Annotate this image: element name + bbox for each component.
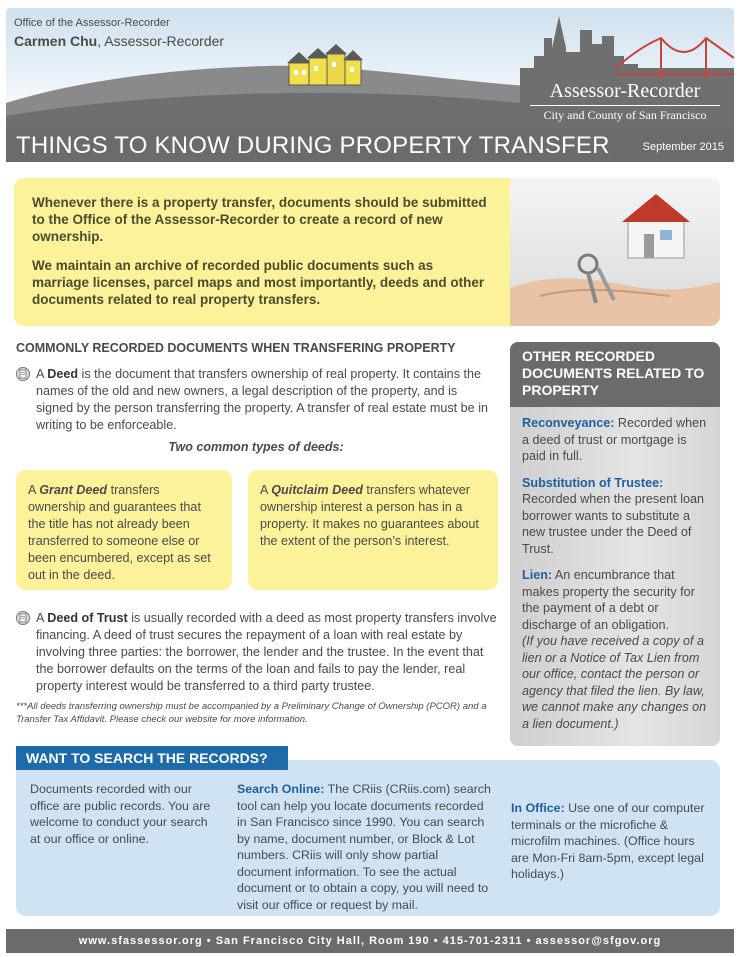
deed-of-trust-paragraph	[16, 610, 498, 695]
in-office-label: In Office:	[511, 801, 565, 815]
substitution-text: Recorded when the present loan borrower wants to substitute a new trustee under the Deed of Trust.	[522, 492, 705, 556]
page-title: THINGS TO KNOW DURING PROPERTY TRANSFER	[16, 132, 610, 159]
assessor-line	[14, 33, 224, 49]
intro-text	[32, 194, 492, 320]
brand-title: Assessor-Recorder	[530, 80, 720, 106]
deed-prefix: A	[36, 367, 48, 381]
search-online-block	[237, 781, 491, 913]
deed-types-heading: Two common types of deeds:	[168, 440, 344, 454]
contact-footer: www.sfassessor.org • San Francisco City Hall, Room 190 • 415-701-2311 • assessor@sfgov.org	[6, 929, 734, 953]
search-online-text: The CRiis (CRiis.com) search tool can help you locate documents recorded in San Francisco since 1990. You can search by name, document number, or Block & Lot numbers. CRiis will only show partial document information. To see the actual document or to obtain a copy, you will need to visit our office or request by mail.	[237, 782, 491, 912]
deed-term: Deed	[47, 367, 79, 381]
assessor-title: , Assessor-Recorder	[97, 33, 225, 49]
intro-paragraph-1: Whenever there is a property transfer, documents should be submitted to the Office of the Assessor-Recorder to create a record of new ownership.	[32, 195, 487, 244]
reconveyance-text: Recorded when a deed of trust or mortgage is paid in full.	[522, 416, 707, 463]
section-heading: COMMONLY RECORDED DOCUMENTS WHEN TRANSFERING PROPERTY	[16, 341, 456, 355]
deed-paragraph	[16, 366, 496, 434]
sidebar-title: OTHER RECORDED DOCUMENTS RELATED TO PROPERTY	[510, 342, 720, 407]
trust-term: Deed of Trust	[47, 611, 128, 625]
quit-term: Quitclaim Deed	[271, 483, 363, 497]
substitution-label: Substitution of Trustee:	[522, 475, 664, 490]
reconveyance-label: Reconveyance:	[522, 416, 615, 430]
search-intro-text: Documents recorded with our office are public records. You are welcome to conduct your search at our office or online.	[30, 782, 211, 846]
in-office-text: Use one of our computer terminals or the microfiche & microfilm machines. (Office hours are Mon-Fri 8am-5pm, except legal holidays.)	[511, 801, 705, 881]
search-online-label: Search Online:	[237, 782, 325, 796]
intro-paragraph-2: We maintain an archive of recorded public documents such as marriage licenses, parcel maps and most importantly, deeds and other documents related to real property transfers.	[32, 258, 485, 307]
quit-prefix: A	[260, 483, 272, 497]
grant-prefix: A	[28, 483, 40, 497]
hand-holding-house-image	[510, 178, 720, 326]
office-name: Office of the Assessor-Recorder	[14, 17, 170, 29]
grant-text: transfers ownership and guarantees that the title has not already been transferred to someone else or been encumbered, except as set out in the deed.	[28, 483, 211, 582]
assessor-name: Carmen Chu	[14, 33, 98, 49]
trust-prefix: A	[36, 611, 48, 625]
substitution-item	[522, 475, 708, 558]
lien-item	[522, 567, 708, 732]
quit-text: transfers whatever ownership interest a person has in a property. It makes no guarantees about the extent of the person’s interest.	[260, 483, 479, 548]
grant-term: Grant Deed	[39, 483, 108, 497]
document-icon	[16, 611, 30, 625]
other-documents-sidebar	[510, 342, 720, 746]
brand-logo	[530, 80, 720, 123]
hand-house-keys-icon	[510, 178, 720, 326]
lien-note: (If you have received a copy of a lien or a Notice of Tax Lien from our office, contact the person or agency that filed the lien. By law, we cannot make any changes on a lien document.)	[522, 634, 707, 731]
grant-deed-box	[16, 470, 232, 590]
deed-text: is the document that transfers ownership of real property. It contains the names of the old and new owners, a legal description of the property, and is signed by the person transferring the property. A transfer of real estate must be in writing to be enforceable.	[36, 367, 488, 432]
publication-date: September 2015	[642, 141, 724, 153]
page-header	[0, 0, 740, 168]
houses-icon	[287, 44, 363, 85]
in-office-block	[511, 800, 707, 883]
reconveyance-item	[522, 415, 708, 465]
quitclaim-deed-box	[248, 470, 498, 590]
intro-panel	[14, 178, 720, 326]
search-records-heading: WANT TO SEARCH THE RECORDS?	[16, 746, 288, 770]
lien-text: An encumbrance that makes property the security for the payment of a debt or discharge of an obligation.	[522, 568, 695, 632]
lien-label: Lien:	[522, 568, 553, 582]
document-icon	[16, 367, 30, 381]
footnote: ***All deeds transferring ownership must be accompanied by a Preliminary Change of Ownership (PCOR) and a Transfer Tax Affidavit. Please check our website for more information.	[16, 701, 487, 725]
title-bar	[6, 128, 734, 162]
brand-subtitle: City and County of San Francisco	[543, 108, 707, 122]
trust-text: is usually recorded with a deed as most property transfers involve financing. A deed of trust secures the repayment of a loan with real estate by involving three parties: the borrower, the lender and the trustee. In the event that the borrower defaults on the terms of the loan and fails to pay the lender, real property interest would be transferred to a third party trustee.	[36, 611, 497, 693]
sidebar-body	[510, 407, 720, 746]
